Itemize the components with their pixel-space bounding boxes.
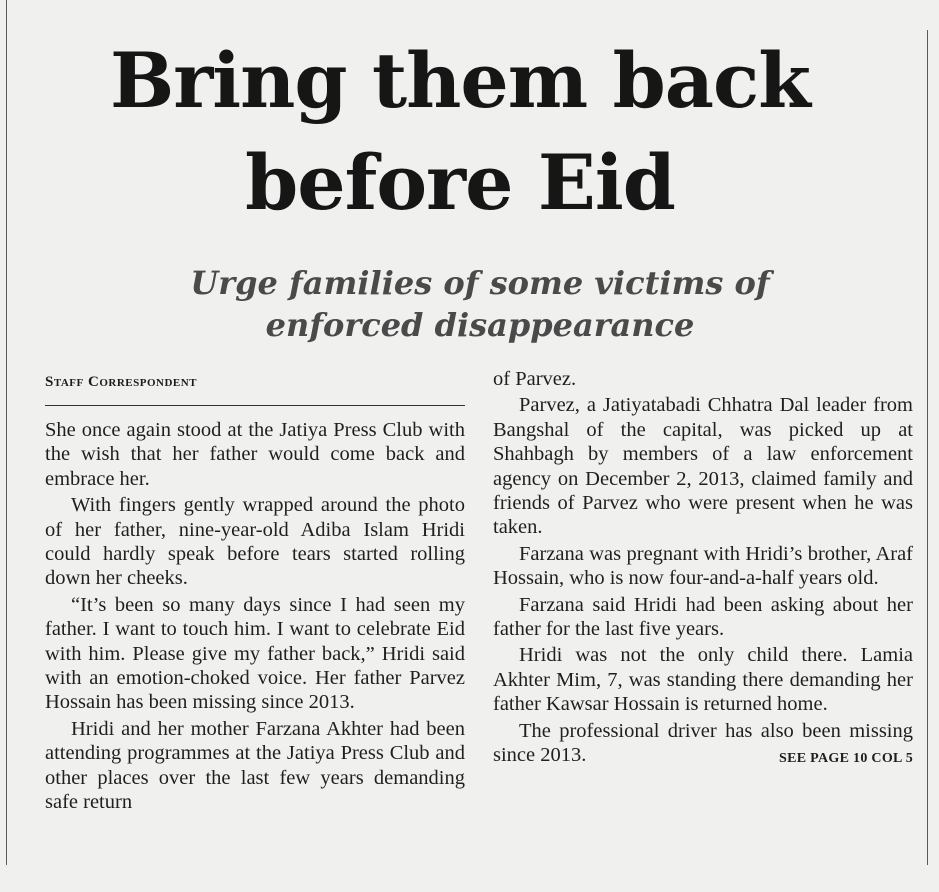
subheadline-line-1: Urge families of some victims of [190, 264, 770, 302]
headline-line-1: Bring them back [110, 36, 810, 125]
subheadline [20, 262, 939, 346]
paragraph-last [493, 719, 913, 768]
paragraph: Hridi was not the only child there. Lamia Akhter Mim, 7, was standing there demanding her father Kawsar Hossain is returned home. [493, 644, 913, 716]
headline [20, 30, 900, 234]
jump-line: SEE PAGE 10 COL 5 [779, 751, 913, 767]
subheadline-line-2: enforced disappearance [265, 306, 695, 344]
right-column-rule [927, 30, 928, 865]
paragraph: She once again stood at the Jatiya Press Club with the wish that her father would come back and embrace her. [45, 419, 465, 490]
paragraph: “It’s been so many days since I had seen my father. I want to touch him. I want to celebrate Eid with him. Please give my father back,” Hridi said with an emotion-choked voice. Her father Parvez Hossain has been missing since 2013. [45, 593, 465, 714]
paragraph: Hridi and her mother Farzana Akhter had been attending programmes at the Jatiya Press Club and other places over the last few years demanding safe return [45, 717, 465, 814]
article-column-left [45, 418, 465, 817]
article-column-right [493, 367, 913, 772]
paragraph: With fingers gently wrapped around the photo of her father, nine-year-old Adiba Islam Hridi could hardly speak before tears started rolling down her cheeks. [45, 494, 465, 590]
headline-line-2: before Eid [245, 138, 675, 227]
paragraph-last-text: The professional driver has also been missing since 2013. [493, 719, 913, 767]
paragraph: Farzana was pregnant with Hridi’s brother, Araf Hossain, who is now four-and-a-half years old. [493, 542, 913, 590]
paragraph: Farzana said Hridi had been asking about her father for the last five years. [493, 593, 913, 641]
paragraph: Parvez, a Jatiyatabadi Chhatra Dal leader from Bangshal of the capital, was picked up at Shahbagh by members of a law enforcement agency on December 2, 2013, claimed family and friends of Parvez who were present when he was taken. [493, 394, 913, 539]
byline-divider [45, 405, 465, 406]
byline: Staff Correspondent [45, 374, 198, 390]
paragraph-continuation: of Parvez. [493, 368, 577, 390]
left-column-rule [6, 0, 7, 865]
